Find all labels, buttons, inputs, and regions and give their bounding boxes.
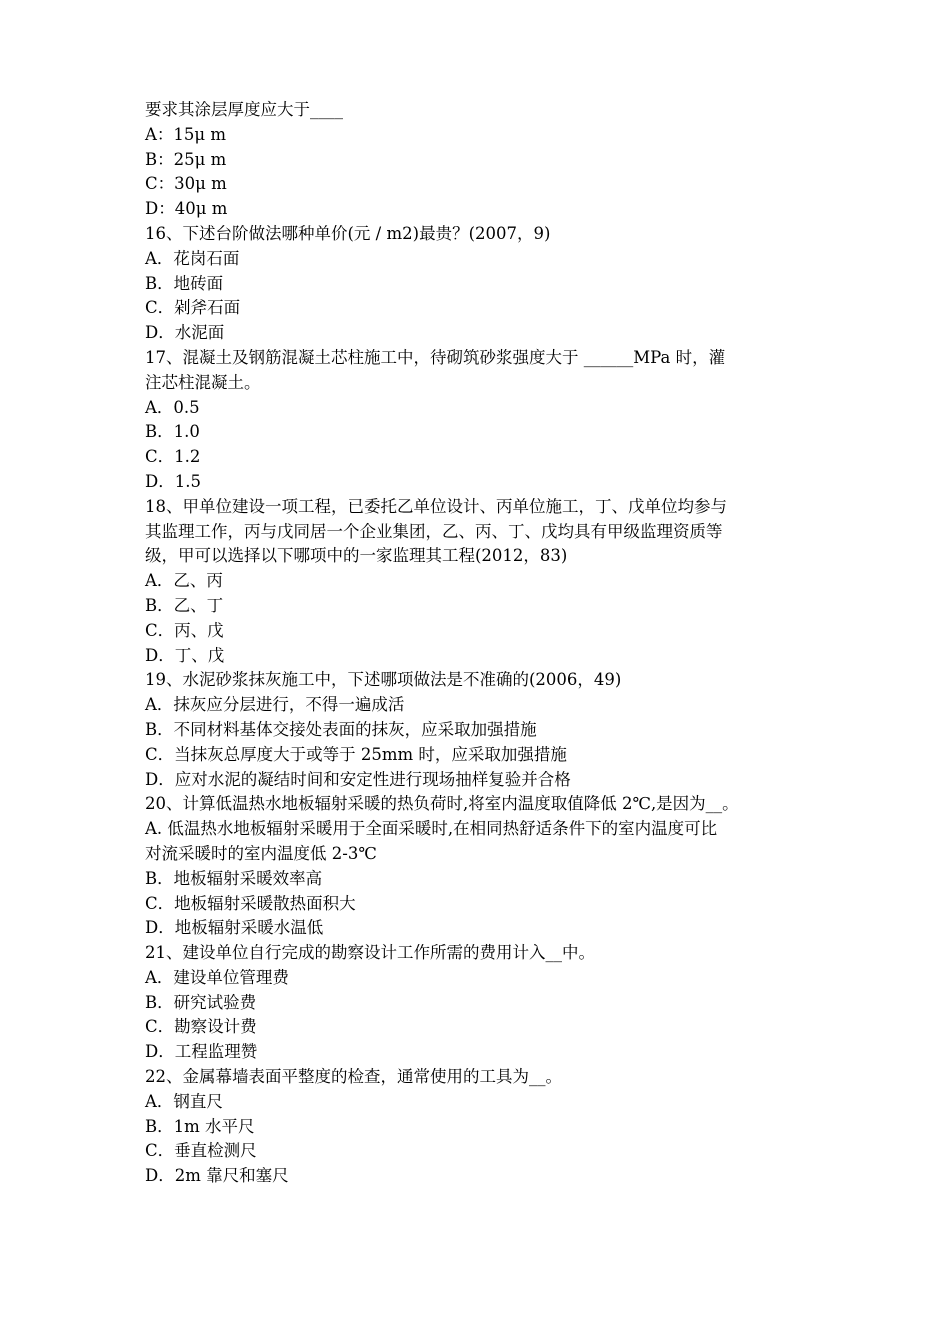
- option-line: D．2m 靠尺和塞尺: [145, 1166, 289, 1186]
- option-line: C．地板辐射采暖散热面积大: [145, 893, 356, 913]
- option-line: D．1.5: [145, 471, 201, 491]
- option-line: D．应对水泥的凝结时间和安定性进行现场抽样复验并合格: [145, 769, 571, 789]
- option-line: D：40μ m: [145, 199, 228, 219]
- option-line: C．勘察设计费: [145, 1017, 257, 1037]
- question-line: 17、混凝土及钢筋混凝土芯柱施工中，待砌筑砂浆强度大于 ______MPa 时，灌: [145, 347, 726, 367]
- option-line: A．建设单位管理费: [145, 967, 289, 987]
- question-line: 注芯柱混凝土。: [145, 372, 261, 392]
- option-line: A. 低温热水地板辐射采暖用于全面采暖时,在相同热舒适条件下的室内温度可比: [145, 819, 718, 839]
- option-line: C．垂直检测尺: [145, 1141, 257, 1161]
- option-line: B．地板辐射采暖效率高: [145, 868, 323, 888]
- question-line: 19、水泥砂浆抹灰施工中，下述哪项做法是不准确的(2006，49): [145, 670, 622, 690]
- option-line: B．不同材料基体交接处表面的抹灰，应采取加强措施: [145, 719, 537, 739]
- option-line: B：25μ m: [145, 149, 227, 169]
- option-line: A．钢直尺: [145, 1091, 223, 1111]
- option-line: B．地砖面: [145, 273, 224, 293]
- option-line: A．花岗石面: [145, 248, 240, 268]
- document-body: [145, 98, 817, 1189]
- option-line: A．抹灰应分层进行，不得一遍成活: [145, 695, 405, 715]
- text-line: 要求其涂层厚度应大于____: [145, 100, 343, 119]
- option-line: C．1.2: [145, 447, 201, 467]
- option-line: B．1.0: [145, 422, 200, 442]
- option-line: C．剁斧石面: [145, 298, 241, 318]
- option-line: 对流采暖时的室内温度低 2-3℃: [145, 843, 377, 863]
- option-line: C．丙、戊: [145, 620, 224, 640]
- option-line: A．0.5: [145, 397, 200, 417]
- option-line: C．当抹灰总厚度大于或等于 25mm 时，应采取加强措施: [145, 744, 567, 764]
- question-line: 18、甲单位建设一项工程，已委托乙单位设计、丙单位施工，丁、戊单位均参与: [145, 496, 727, 516]
- option-line: A：15μ m: [145, 124, 227, 144]
- option-line: D．水泥面: [145, 323, 225, 343]
- question-line: 21、建设单位自行完成的勘察设计工作所需的费用计入__中。: [145, 943, 595, 963]
- question-line: 20、计算低温热水地板辐射采暖的热负荷时,将室内温度取值降低 2℃,是因为__。: [145, 794, 739, 814]
- question-line: 16、下述台阶做法哪种单价(元 / m2)最贵？(2007，9): [145, 223, 551, 243]
- question-line: 级，甲可以选择以下哪项中的一家监理其工程(2012，83): [145, 546, 568, 566]
- option-line: A．乙、丙: [145, 571, 223, 591]
- option-line: B．研究试验费: [145, 992, 257, 1012]
- option-line: B．乙、丁: [145, 595, 224, 615]
- option-line: D．地板辐射采暖水温低: [145, 918, 324, 938]
- question-line: 其监理工作，丙与戊同居一个企业集团，乙、丙、丁、戊均具有甲级监理资质等: [145, 521, 723, 541]
- question-line: 22、金属幕墙表面平整度的检查，通常使用的工具为__。: [145, 1067, 562, 1087]
- option-line: D．工程监理赞: [145, 1042, 258, 1062]
- option-line: D．丁、戊: [145, 645, 225, 665]
- option-line: B．1m 水平尺: [145, 1116, 255, 1136]
- option-line: C：30μ m: [145, 174, 227, 194]
